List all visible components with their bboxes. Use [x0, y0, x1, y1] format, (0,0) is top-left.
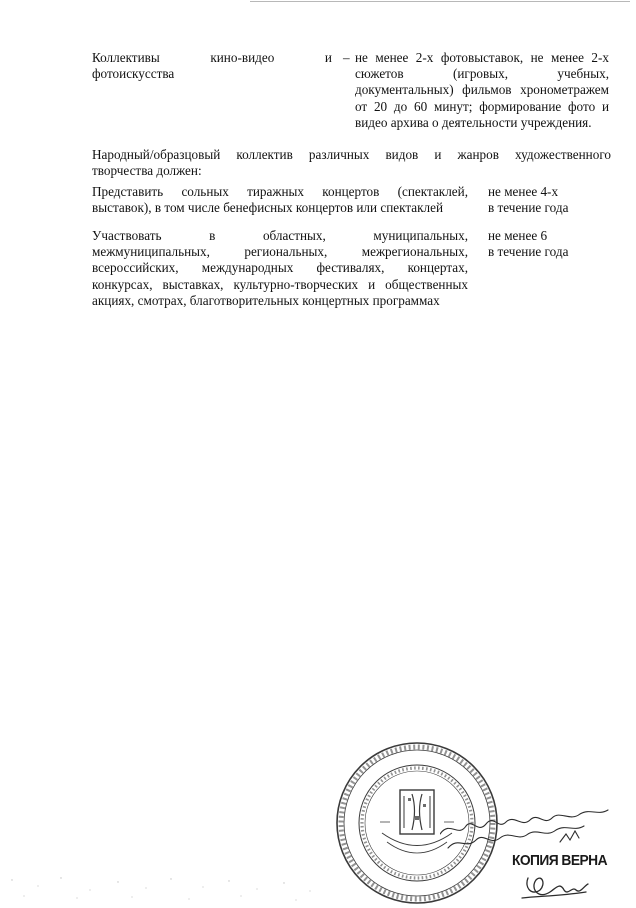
certified-copy-label: КОПИЯ ВЕРНА [512, 852, 607, 869]
text-line: Представить сольных тиражных концертов (спектаклей, [92, 184, 468, 199]
section-heading [92, 147, 611, 179]
text-line: фотоискусства [92, 66, 175, 82]
text-line: выставок), в том числе бенефисных концертов или спектаклей [92, 200, 444, 216]
text-line: в течение года [488, 244, 569, 260]
category-film-photo [92, 50, 332, 82]
text-line: не менее 6 [488, 228, 548, 243]
text-line: межмуниципальных, региональных, межрегиональных, [92, 244, 468, 260]
text-line: документальных) фильмов хронометражем [355, 82, 609, 98]
scan-edge-line [250, 1, 630, 2]
text-line: не менее 4-х [488, 184, 559, 199]
requirement-film-photo [355, 50, 609, 131]
scan-noise [0, 860, 636, 905]
text-line: всероссийских, международных фестивалях, концертах, [92, 260, 468, 276]
signature-icon [440, 800, 610, 860]
text-line: сюжетов (игровых, учебных, [355, 66, 609, 82]
requirement-concerts [92, 184, 468, 216]
dash-separator: – [343, 50, 350, 65]
norm-participation [488, 228, 608, 260]
text-line: в течение года [488, 200, 569, 216]
text-line: Коллективы кино-видео и [92, 50, 332, 65]
text-line: видео архива о деятельности учреждения. [355, 114, 592, 130]
norm-concerts [488, 184, 608, 216]
text-line: Народный/образцовый коллектив различных видов и жанров художественного [92, 147, 611, 162]
text-line: от 20 до 60 минут; формирование фото и [355, 98, 609, 114]
text-line: не менее 2-х фотовыставок, не менее 2-х [355, 50, 609, 65]
text-line: творчества должен: [92, 163, 202, 179]
text-line: акциях, смотрах, благотворительных концертных программах [92, 292, 440, 308]
requirement-participation [92, 228, 468, 309]
text-line: конкурсах, выставках, культурно-творческих и общественных [92, 276, 468, 292]
text-line: Участвовать в областных, муниципальных, [92, 228, 468, 243]
